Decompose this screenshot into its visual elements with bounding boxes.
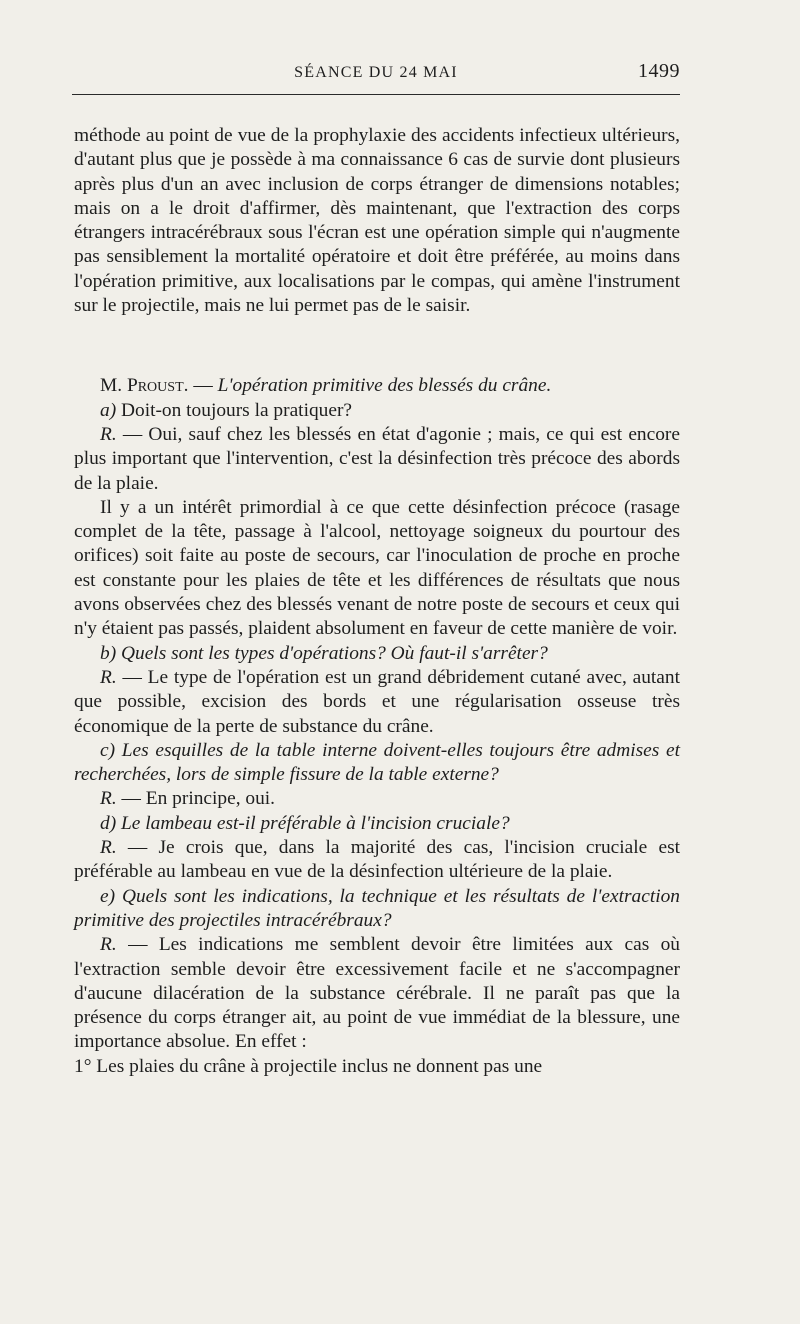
answer-label: R. — [100, 666, 117, 688]
answer-text: — Le type de l'opération est un grand débridement cutané avec, autant que possible, excision des bords et une régularisation osseuse très économique de la perte de substance du crâne. — [74, 666, 680, 737]
question-label: a) — [100, 399, 117, 421]
question-label: b) — [100, 642, 117, 664]
question-label: c) — [100, 739, 116, 761]
answer-text: — Oui, sauf chez les blessés en état d'agonie ; mais, ce qui est encore plus important que l'intervention, c'est la désinfection très précoce des abords de la plaie. — [74, 423, 680, 494]
question-text: Doit-on toujours la pratiquer? — [116, 399, 353, 421]
body-text — [74, 124, 680, 1079]
answer-c — [74, 787, 680, 811]
page-header — [72, 58, 680, 95]
question-a — [74, 399, 680, 423]
answer-label: R. — [100, 934, 117, 956]
author-prefix: M. — [100, 375, 127, 397]
question-text: Le lambeau est-il préférable à l'incision cruciale? — [116, 812, 510, 834]
answer-text: — Je crois que, dans la majorité des cas, l'incision cruciale est préférable au lambeau en vue de la désinfection ultérieure de la plaie. — [74, 837, 680, 883]
answer-label: R. — [100, 423, 117, 445]
question-text: Les esquilles de la table interne doivent-elles toujours être admises et recherchées, lors de simple fissure de la table externe? — [74, 739, 680, 786]
answer-text: — Les indications me semblent devoir être limitées aux cas où l'extraction semble devoir être excessivement facile et ne s'accompagner d'aucune dilacération de la substance cérébrale. Il ne paraît pas que la présence du corps étranger ait, au point de vue immédiat de la blessure, une importance absolue. En effet : — [74, 934, 680, 1053]
running-head: SÉANCE DU 24 MAI — [294, 64, 458, 81]
question-label: d) — [100, 812, 117, 834]
answer-text: — En principe, oui. — [116, 788, 276, 810]
question-c — [74, 739, 680, 788]
question-label: e) — [100, 885, 116, 907]
author-name: Proust — [126, 375, 184, 397]
answer-b — [74, 666, 680, 739]
answer-label: R. — [100, 837, 117, 859]
question-e — [74, 885, 680, 934]
answer-d — [74, 836, 680, 885]
page-number: 1499 — [638, 60, 680, 82]
question-text: Quels sont les indications, la technique et les résultats de l'extraction primitive des projectiles intracérébraux? — [74, 885, 680, 931]
heading-separator: . — — [183, 375, 218, 397]
final-line: 1° Les plaies du crâne à projectile inclus ne donnent pas une — [74, 1055, 543, 1077]
section-heading — [74, 374, 680, 398]
paragraph-continuation: méthode au point de vue de la prophylaxie des accidents infectieux ultérieurs, d'autant plus que je possède à ma connaissance 6 cas de survie dont plusieurs après plus d'un an avec inclusion de corps étranger de dimensions notables; mais on a le droit d'affirmer, dès maintenant, que l'extraction des corps étrangers intracérébraux sous l'écran est une opération simple qui n'augmente pas sensiblement la mortalité opératoire et doit être préférée, au moins dans l'opération primitive, aux localisations par le compas, qui amène l'instrument sur le projectile, mais ne lui permet pas de le saisir. — [74, 125, 680, 317]
question-d — [74, 812, 680, 836]
answer-label: R. — [100, 788, 117, 810]
question-b — [74, 642, 680, 666]
answer-a-paragraph: Il y a un intérêt primordial à ce que cette désinfection précoce (rasage complet de la tête, passage à l'alcool, nettoyage soigneux du pourtour des orifices) soit faite au poste de secours, car l'inoculation de proche en proche est constante pour les plaies de tête et les différences de résultats que nous avons observées chez des blessés venant de notre poste de secours et ceux qui n'y étaient pas passés, plaident absolument en faveur de cette manière de voir. — [74, 496, 680, 640]
answer-a — [74, 423, 680, 496]
section-title: L'opération primitive des blessés du crâne. — [217, 375, 552, 397]
question-text: Quels sont les types d'opérations? Où faut-il s'arrêter? — [116, 642, 548, 664]
section-gap — [74, 318, 680, 374]
answer-e — [74, 933, 680, 1054]
